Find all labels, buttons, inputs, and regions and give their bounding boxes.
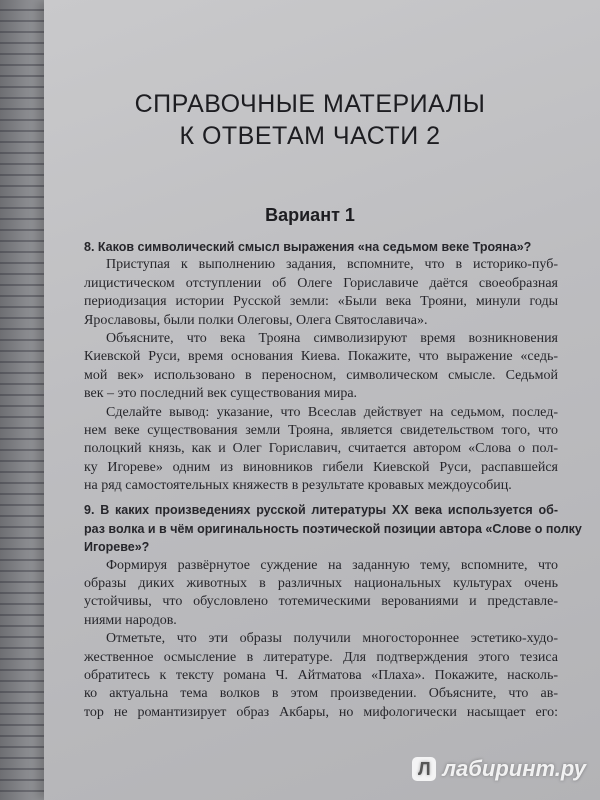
text-line: образы диких животных в различных национальных культурах очень [84, 576, 558, 592]
watermark [412, 756, 586, 782]
page-title [60, 88, 560, 152]
text-line: Приступая к выполнению задания, вспомните, что в историко-пуб- [106, 257, 558, 273]
text-line: ниями народов. [84, 612, 177, 628]
watermark-text: лабиринт.ру [442, 756, 586, 781]
text-line: нем веке существования земли Трояна, является свидетельством того, что [84, 422, 558, 438]
text-line: жественное осмысление в литературе. Для подтверждения этого тезиса [84, 649, 558, 665]
text-line: тор не романтизирует образ Акбары, но мифологически насыщает его: [84, 704, 558, 720]
text-line: Формируя развёрнутое суждение на заданную тему, вспомните, что [106, 557, 558, 573]
labirint-logo-icon: Л [412, 757, 436, 781]
text-line: Киевской Руси, время основания Киева. Покажите, что выражение «седь- [84, 349, 558, 365]
text-line: Отметьте, что эти образы получили многостороннее эстетико-худо- [106, 631, 558, 647]
text-line: ку Игореве» одним из виновников гибели Киевской Руси, распавшейся [84, 459, 558, 475]
text-line: на ряд самостоятельных княжеств в результате кровавых междоусобиц. [84, 478, 512, 494]
text-line: ко актуальна тема волков в этом произведении. Объясните, что ав- [84, 686, 558, 702]
text-line: периодизация истории Русской земли: «Были века Трояни, минули годы [84, 294, 558, 310]
variant-heading: Вариант 1 [265, 205, 355, 225]
title-line-2: К ОТВЕТАМ ЧАСТИ 2 [179, 122, 441, 150]
text-line: век – это последний век существования мира. [84, 386, 358, 402]
text-line: полоцкий князь, как и Олег Гориславич, считается автором «Слова о пол- [84, 441, 558, 457]
question-line: 8. Каков символический смысл выражения «на седьмом веке Трояна»? [84, 240, 532, 254]
text-line: обратитесь к тексту романа Ч. Айтматова «Плаха». Покажите, насколь- [84, 667, 558, 683]
title-line-1: СПРАВОЧНЫЕ МАТЕРИАЛЫ [134, 90, 486, 118]
text-line: Сделайте вывод: указание, что Всеслав действует на седьмом, послед- [106, 404, 558, 420]
question-line: Игореве»? [84, 540, 150, 555]
text-line: устойчивы, что обусловлено тотемическими верованиями и представле- [84, 594, 558, 610]
text-line: Объясните, что века Трояна символизируют время возникновения [106, 330, 558, 346]
text-line: лицистическом отступлении об Олеге Гориславиче даётся своеобразная [84, 275, 558, 291]
text-line: мой век» использовано в переносном, символическом смысле. Седьмой [84, 367, 558, 383]
binding-rings [0, 0, 46, 800]
text-line: Ярославовы, были полки Олеговы, Олега Святославича». [84, 312, 428, 328]
body-text [84, 238, 582, 722]
question-line: 9. В каких произведениях русской литературы XX века используется об- [84, 503, 558, 518]
question-line: раз волка и в чём оригинальность поэтической позиции автора «Слове о полку [84, 521, 582, 536]
